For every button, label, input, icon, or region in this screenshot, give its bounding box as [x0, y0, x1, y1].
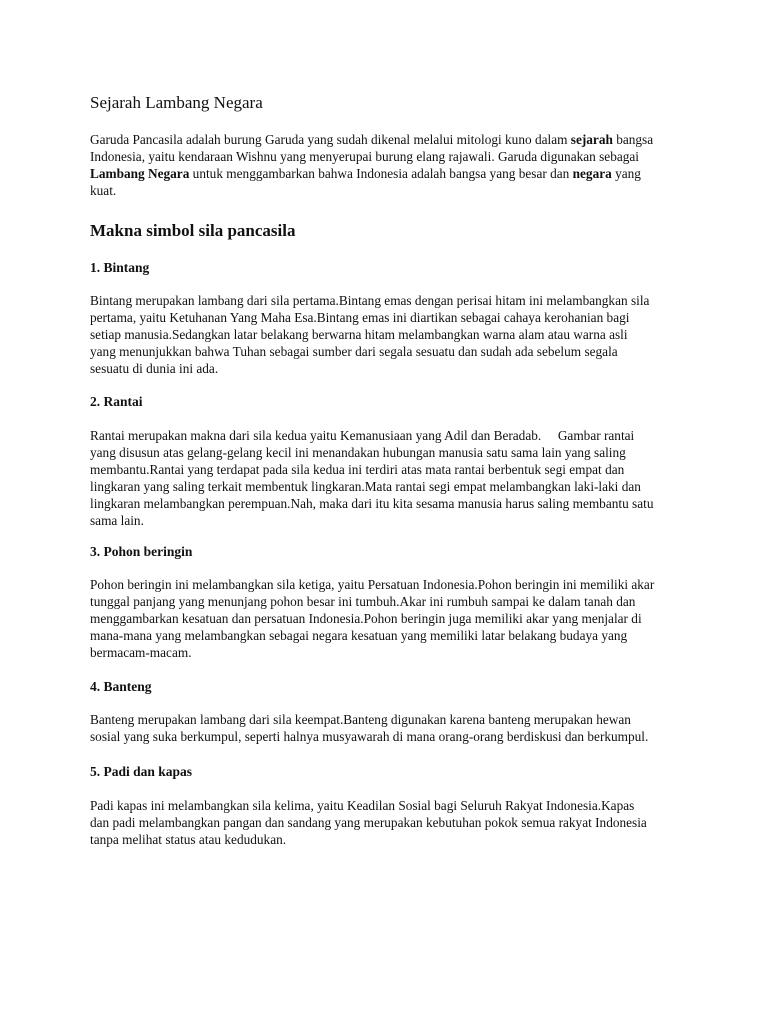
heading-pohon-beringin: 3. Pohon beringin	[90, 544, 193, 559]
paragraph-line: tanpa melihat status atau kedudukan.	[90, 832, 287, 847]
paragraph-line: Banteng merupakan lambang dari sila keempat.Banteng digunakan karena banteng merupakan hewan	[90, 712, 631, 727]
paragraph-line: Rantai merupakan makna dari sila kedua yaitu Kemanusiaan yang Adil dan Beradab. Gambar rantai	[90, 428, 635, 443]
intro-line-3: Lambang Negara untuk menggambarkan bahwa Indonesia adalah bangsa yang besar dan negara yang	[90, 166, 641, 181]
document-title: Sejarah Lambang Negara	[90, 93, 263, 112]
paragraph-line: lingkaran yang saling terkait membentuk lingkaran.Mata rantai segi empat melambangkan laki-laki dan	[90, 479, 641, 494]
paragraph-line: membantu.Rantai yang terdapat pada sila kedua ini terdiri atas mata rantai berbentuk segi empat dan	[90, 462, 625, 477]
paragraph-line: menggambarkan kesatuan dan persatuan Indonesia.Pohon beringin juga memiliki akar yang menjalar di	[90, 611, 642, 626]
paragraph-line: setiap manusia.Sedangkan latar belakang berwarna hitam melambangkan warna alam atau warna asli	[90, 327, 628, 342]
paragraph-line: yang menunjukkan bahwa Tuhan sebagai sumber dari segala sesuatu dan sudah ada sebelum segala	[90, 344, 618, 359]
paragraph-line: tunggal panjang yang menunjang pohon besar ini tumbuh.Akar ini rumbuh sampai ke dalam tanah dan	[90, 594, 636, 609]
intro-line-4: kuat.	[90, 183, 117, 198]
paragraph-line: sesuatu di dunia ini ada.	[90, 361, 219, 376]
heading-rantai: 2. Rantai	[90, 394, 143, 409]
paragraph-line: pertama, yaitu Ketuhanan Yang Maha Esa.Bintang emas ini diartikan sebagai cahaya kerohanian bagi	[90, 310, 630, 325]
paragraph-padi-dan-kapas	[90, 797, 702, 848]
paragraph-line: Pohon beringin ini melambangkan sila ketiga, yaitu Persatuan Indonesia.Pohon beringin ini memiliki akar	[90, 577, 655, 592]
intro-paragraph	[90, 131, 702, 199]
heading-banteng: 4. Banteng	[90, 679, 152, 694]
intro-line-1: Garuda Pancasila adalah burung Garuda yang sudah dikenal melalui mitologi kuno dalam sejarah bangsa	[90, 132, 654, 147]
paragraph-line: bermacam-macam.	[90, 645, 192, 660]
paragraph-pohon-beringin	[90, 576, 702, 661]
intro-line-2: Indonesia, yaitu kendaraan Wishnu yang menyerupai burung elang rajawali. Garuda digunakan sebagai	[90, 149, 640, 164]
paragraph-line: Bintang merupakan lambang dari sila pertama.Bintang emas dengan perisai hitam ini melambangkan sila	[90, 293, 650, 308]
paragraph-line: yang disusun atas gelang-gelang kecil ini menandakan hubungan manusia satu sama lain yang saling	[90, 445, 626, 460]
paragraph-line: lingkaran melambangkan perempuan.Nah, maka dari itu kita sesama manusia harus saling membantu satu	[90, 496, 654, 511]
paragraph-line: sama lain.	[90, 513, 144, 528]
paragraph-bintang	[90, 292, 702, 377]
paragraph-line: Padi kapas ini melambangkan sila kelima, yaitu Keadilan Sosial bagi Seluruh Rakyat Indonesia.Kapas	[90, 798, 635, 813]
paragraph-line: dan padi melambangkan pangan dan sandang yang merupakan kebutuhan pokok semua rakyat Indonesia	[90, 815, 647, 830]
paragraph-line: mana-mana yang melambangkan sebagai negara kesatuan yang memiliki latar belakang budaya yang	[90, 628, 628, 643]
heading-padi-dan-kapas: 5. Padi dan kapas	[90, 764, 193, 779]
paragraph-rantai	[90, 427, 702, 529]
section-title: Makna simbol sila pancasila	[90, 221, 296, 240]
paragraph-line: sosial yang suka berkumpul, seperti halnya musyawarah di mana orang-orang berdiskusi dan berkumpul.	[90, 729, 649, 744]
paragraph-banteng	[90, 711, 702, 745]
heading-bintang: 1. Bintang	[90, 260, 150, 275]
